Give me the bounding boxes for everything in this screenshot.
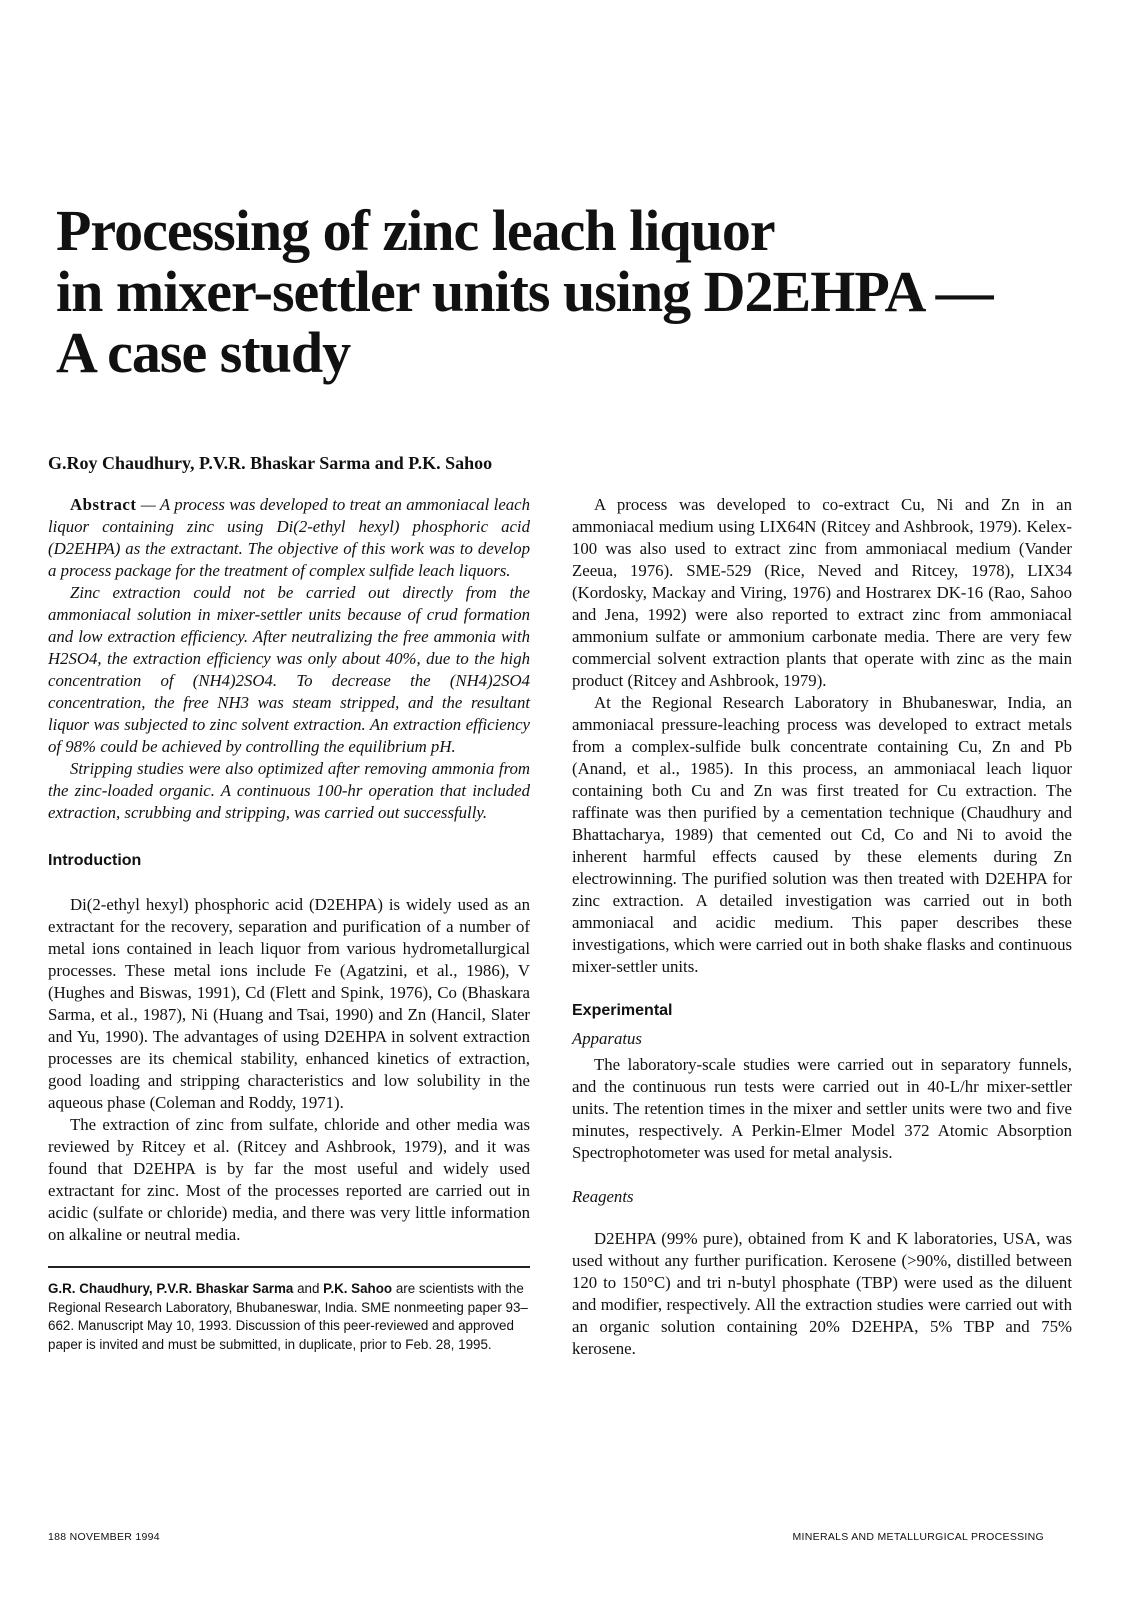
author-list: G.Roy Chaudhury, P.V.R. Bhaskar Sarma and P.K. Sahoo <box>48 453 493 473</box>
page-footer-left: 188 NOVEMBER 1994 <box>48 1531 160 1543</box>
article-title <box>56 200 1096 383</box>
title-line-2: in mixer-settler units using D2EHPA — <box>56 259 993 324</box>
introduction-heading: Introduction <box>48 852 142 869</box>
abstract-paragraph-1 <box>48 494 530 582</box>
abstract-text-1: — A process was developed to treat an ammoniacal leach liquor containing zinc using Di(2-ethyl hexyl) phosphoric acid (D2EHPA) as the extractant. The objective of this work was to develop a process package for the treatment of complex sulfide leach liquors. <box>48 495 530 580</box>
footnote-text: are scientists with the Regional Research Laboratory, Bhubaneswar, India. SME nonmeeting paper 93–662. Manuscript May 10, 1993. Discussion of this peer-reviewed and approved paper is invited and must be submitted, in duplicate, prior to Feb. 28, 1995. <box>48 1281 528 1352</box>
title-line-3: A case study <box>56 320 351 385</box>
footnote-author-name-3: P.K. Sahoo <box>323 1281 393 1296</box>
page-footer-right: MINERALS AND METALLURGICAL PROCESSING <box>792 1531 1044 1543</box>
abstract <box>48 494 530 824</box>
apparatus-paragraph: The laboratory-scale studies were carried out in separatory funnels, and the continuous run tests were carried out in 40-L/hr mixer-settler units. The retention times in the mixer and settler units were two and five minutes, respectively. A Perkin-Elmer Model 372 Atomic Absorption Spectrophotometer was used for metal analysis. <box>572 1055 1072 1162</box>
abstract-label: Abstract <box>70 495 137 514</box>
footnote-and: and <box>293 1281 324 1296</box>
apparatus-heading: Apparatus <box>572 1029 642 1048</box>
abstract-paragraph-3: Stripping studies were also optimized after removing ammonia from the zinc-loaded organic. A continuous 100-hr operation that included extraction, scrubbing and stripping, was carried out successfully. <box>48 759 530 822</box>
left-column <box>48 494 530 1354</box>
experimental-heading: Experimental <box>572 1002 673 1019</box>
introduction-paragraph-2: The extraction of zinc from sulfate, chloride and other media was reviewed by Ritcey et al. (Ritcey and Ashbrook, 1979), and it was found that D2EHPA is by far the most useful and widely used extractant for zinc. Most of the processes reported are carried out in acidic (sulfate or chloride) media, and there was very little information on alkaline or neutral media. <box>48 1115 530 1244</box>
reagents-paragraph: D2EHPA (99% pure), obtained from K and K laboratories, USA, was used without any further purification. Kerosene (>90%, distilled between 120 to 150°C) and tri n-butyl phosphate (TBP) were used as the diluent and modifier, respectively. All the extraction studies were carried out with an organic solution containing 20% D2EHPA, 5% TBP and 75% kerosene. <box>572 1229 1072 1358</box>
title-line-1: Processing of zinc leach liquor <box>56 198 775 263</box>
right-column <box>572 494 1072 1360</box>
reagents-heading: Reagents <box>572 1187 634 1206</box>
author-footnote <box>48 1280 530 1354</box>
body-paragraph-2: At the Regional Research Laboratory in Bhubaneswar, India, an ammoniacal pressure-leaching process was developed to extract metals from a complex-sulfide bulk concentrate containing Cu, Zn and Pb (Anand, et al., 1985). In this process, an ammoniacal leach liquor containing both Cu and Zn was first treated for Cu extraction. The raffinate was then purified by a cementation technique (Chaudhury and Bhattacharya, 1989) that cemented out Cd, Co and Ni to avoid the inherent harmful effects caused by these elements during Zn electrowinning. The purified solution was then treated with D2EHPA for zinc extraction. A detailed investigation was carried out in both ammoniacal and acidic medium. This paper describes these investigations, which were carried out in both shake flasks and continuous mixer-settler units. <box>572 693 1072 976</box>
abstract-paragraph-2: Zinc extraction could not be carried out directly from the ammoniacal solution in mixer-settler units because of crud formation and low extraction efficiency. After neutralizing the free ammonia with H2SO4, the extraction efficiency was only about 40%, due to the high concentration of (NH4)2SO4. To decrease the (NH4)2SO4 concentration, the free NH3 was steam stripped, and the resultant liquor was subjected to zinc solvent extraction. An extraction efficiency of 98% could be achieved by controlling the equilibrium pH. <box>48 583 530 756</box>
footnote-author-names: G.R. Chaudhury, P.V.R. Bhaskar Sarma <box>48 1281 294 1296</box>
introduction-paragraph-1: Di(2-ethyl hexyl) phosphoric acid (D2EHPA) is widely used as an extractant for the recovery, separation and purification of a number of metal ions contained in leach liquor from various hydrometallurgical processes. These metal ions include Fe (Agatzini, et al., 1986), V (Hughes and Biswas, 1991), Cd (Flett and Spink, 1976), Co (Bhaskara Sarma, et al., 1987), Ni (Huang and Tsai, 1990) and Zn (Hancil, Slater and Yu, 1990). The advantages of using D2EHPA in solvent extraction processes are its chemical stability, enhanced kinetics of extraction, good loading and stripping characteristics and low solubility in the aqueous phase (Coleman and Roddy, 1971). <box>48 895 530 1112</box>
footnote-divider <box>48 1266 530 1268</box>
body-paragraph-1: A process was developed to co-extract Cu, Ni and Zn in an ammoniacal medium using LIX64N (Ritcey and Ashbrook, 1979). Kelex-100 was also used to extract zinc from ammoniacal medium (Vander Zeeua, 1976). SME-529 (Rice, Neved and Ritcey, 1978), LIX34 (Kordosky, Mackay and Viring, 1976) and Hostrarex DK-16 (Rao, Sahoo and Jena, 1992) were also reported to extract zinc from ammoniacal ammonium sulfate or ammonium carbonate media. There are very few commercial solvent extraction plants that operate with zinc as the main product (Ritcey and Ashbrook, 1979). <box>572 495 1072 690</box>
